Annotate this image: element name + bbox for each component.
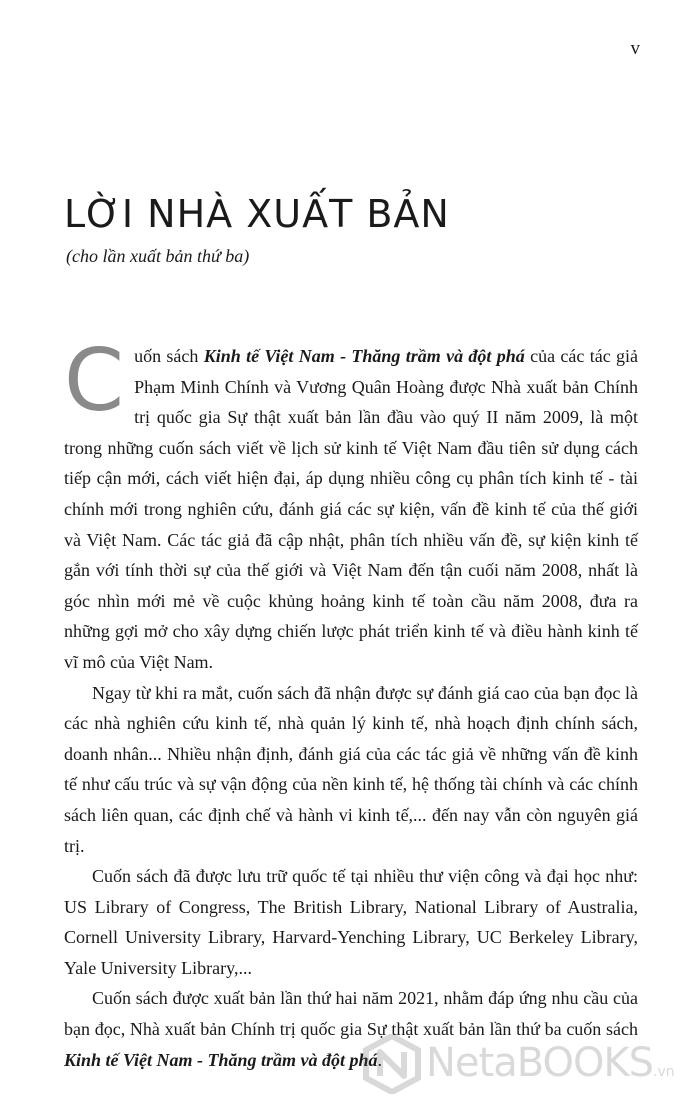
book-title: Kinh tế Việt Nam - Thăng trầm và đột phá [203, 346, 525, 366]
watermark-text [426, 1040, 675, 1086]
page-number: v [630, 38, 640, 59]
paragraph-4-lead: Cuốn sách được xuất bản lần thứ hai năm 2021, nhằm đáp ứng nhu cầu của bạn đọc, Nhà xuất bản Chính trị quốc gia Sự thật xuất bản lần thứ ba cuốn sách [64, 988, 638, 1040]
page-subtitle: (cho lần xuất bản thứ ba) [66, 246, 250, 266]
paragraph-3: Cuốn sách đã được lưu trữ quốc tế tại nhiều thư viện công và đại học như: US Library of Congress, The British Library, National Library of Australia, Cornell University Library, Harvard-Yenching Library, UC Berkeley Library, Yale University Library,... [64, 866, 638, 978]
drop-cap: C [64, 331, 125, 431]
watermark-suffix: .vn [653, 1064, 675, 1080]
paragraph-1-lead: uốn sách [134, 346, 204, 366]
paragraph-2: Ngay từ khi ra mắt, cuốn sách đã nhận được sự đánh giá cao của bạn đọc là các nhà nghiên cứu kinh tế, nhà quản lý kinh tế, nhà hoạch định chính sách, doanh nhân... Nhiều nhận định, đánh giá của các tác giả về những vấn đề kinh tế như cấu trúc và sự vận động của nền kinh tế, hệ thống tài chính và các chính sách liên quan, các định chế và hành vi kinh tế,... đến nay vẫn còn nguyên giá trị. [64, 682, 638, 856]
body-text [64, 331, 639, 1075]
page-title: LỜI NHÀ XUẤT BẢN [64, 192, 450, 236]
paragraph-4-end: . [377, 1049, 383, 1070]
paragraph-1 [64, 331, 639, 678]
watermark-brand: NetaBOOKS [426, 1040, 654, 1086]
paragraph-1-rest: của các tác giả Phạm Minh Chính và Vương Quân Hoàng được Nhà xuất bản Chính trị quốc gia Sự thật xuất bản lần đầu vào quý II năm 2009, là một trong những cuốn sách viết về lịch sử kinh tế Việt Nam đầu tiên sử dụng cách tiếp cận mới, cách viết hiện đại, áp dụng nhiều công cụ phân tích kinh tế - tài chính mới trong nghiên cứu, đánh giá các sự kiện, vấn đề kinh tế của thế giới và Việt Nam. Các tác giả đã cập nhật, phân tích nhiều vấn đề, sự kiện kinh tế gắn với tính thời sự của thế giới và Việt Nam đến tận cuối năm 2008, nhất là góc nhìn mới mẻ về cuộc khủng hoảng kinh tế toàn cầu năm 2008, đưa ra những gợi mở cho xây dựng chiến lược phát triển kinh tế và điều hành kinh tế vĩ mô của Việt Nam. [64, 346, 639, 672]
book-title-2: Kinh tế Việt Nam - Thăng trầm và đột phá [64, 1049, 378, 1070]
netabooks-logo-icon [362, 1034, 422, 1094]
watermark [362, 1030, 692, 1100]
